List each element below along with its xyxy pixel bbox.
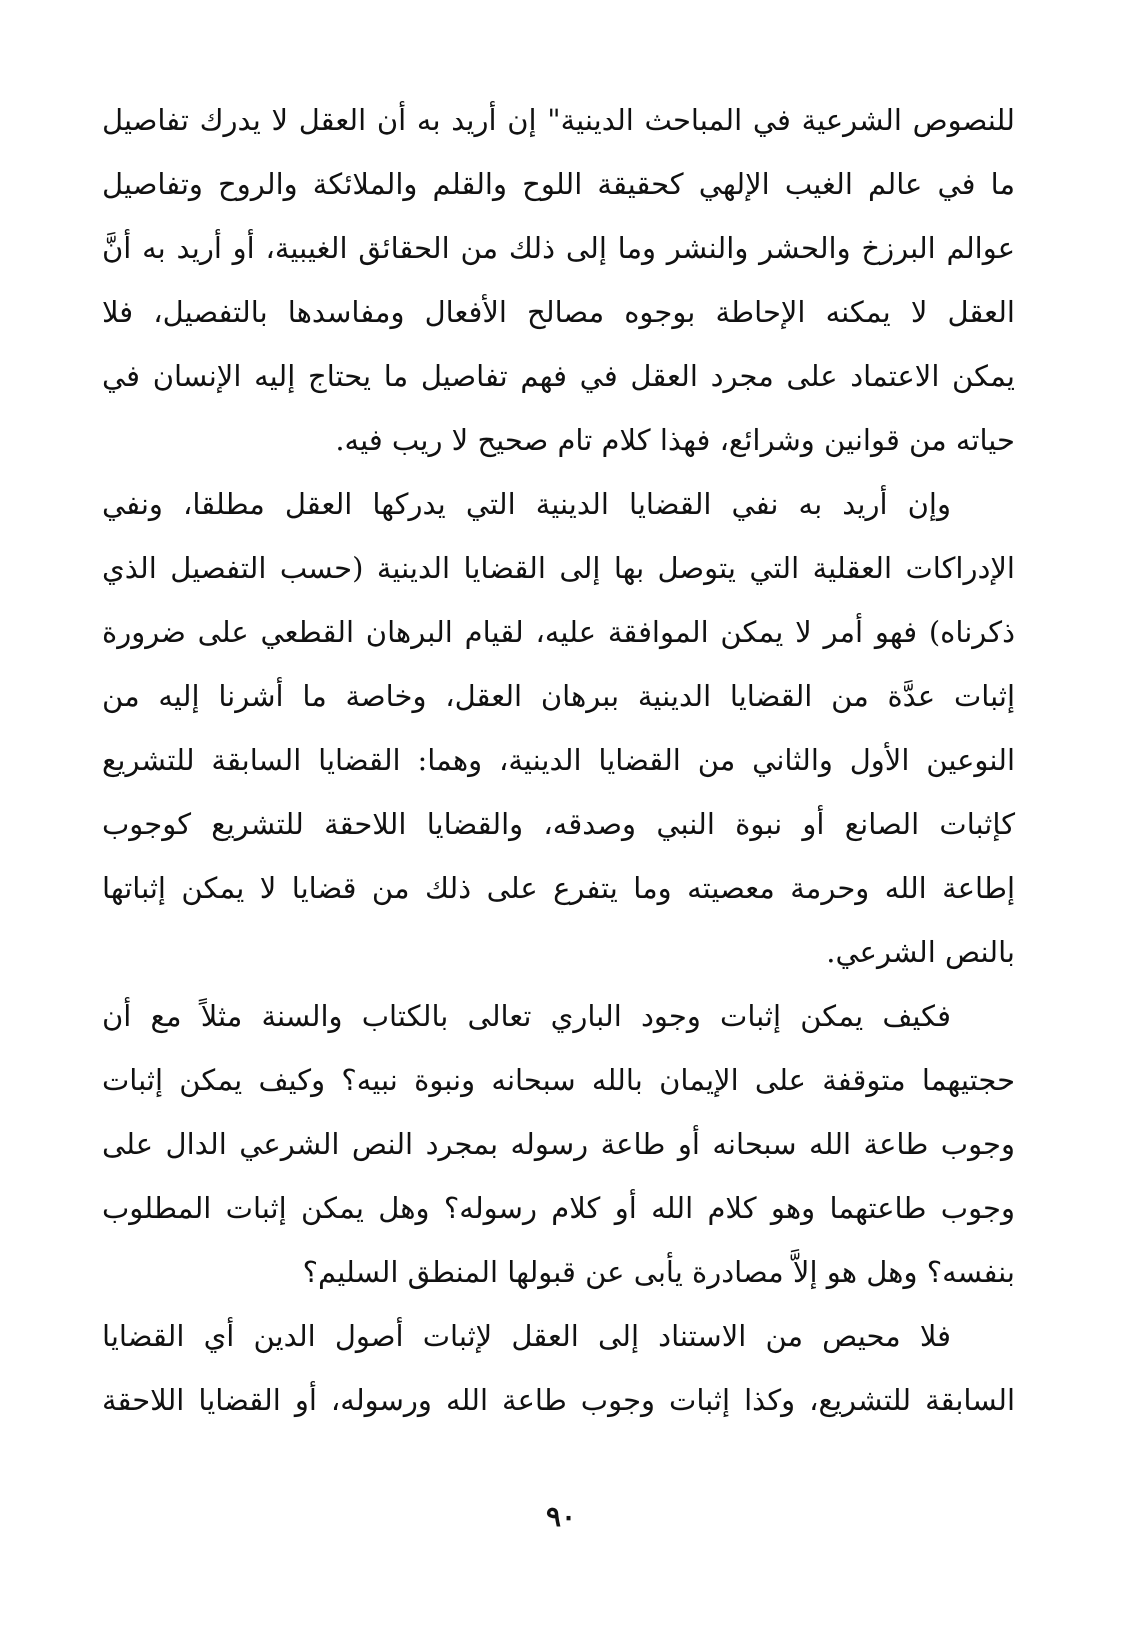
paragraph-1-line-3: عوالم البرزخ والحشر والنشر وما إلى ذلك من الحقائق الغيبية، أو أريد به أنَّ — [102, 231, 1015, 265]
paragraph-3-line-2: حجتيهما متوقفة على الإيمان بالله سبحانه ونبوة نبيه؟ وكيف يمكن إثبات — [102, 1063, 1015, 1097]
paragraph-3-line-4: وجوب طاعتهما وهو كلام الله أو كلام رسوله؟ وهل يمكن إثبات المطلوب — [102, 1191, 1015, 1225]
paragraph-4-line-2: السابقة للتشريع، وكذا إثبات وجوب طاعة الله ورسوله، أو القضايا اللاحقة — [102, 1383, 1015, 1417]
paragraph-2-line-4: إثبات عدَّة من القضايا الدينية ببرهان العقل، وخاصة ما أشرنا إليه من — [102, 679, 1015, 713]
paragraph-3-line-3: وجوب طاعة الله سبحانه أو طاعة رسوله بمجرد النص الشرعي الدال على — [102, 1127, 1015, 1161]
paragraph-3-line-5: بنفسه؟ وهل هو إلاَّ مصادرة يأبى عن قبولها المنطق السليم؟ — [302, 1255, 1015, 1289]
paragraph-2-line-5: النوعين الأول والثاني من القضايا الدينية، وهما: القضايا السابقة للتشريع — [102, 743, 1015, 777]
paragraph-2-line-3: ذكرناه) فهو أمر لا يمكن الموافقة عليه، لقيام البرهان القطعي على ضرورة — [102, 615, 1015, 649]
paragraph-2-line-2: الإدراكات العقلية التي يتوصل بها إلى القضايا الدينية (حسب التفصيل الذي — [102, 551, 1015, 585]
paragraph-2-line-6: كإثبات الصانع أو نبوة النبي وصدقه، والقضايا اللاحقة للتشريع كوجوب — [102, 807, 1015, 841]
paragraph-2-line-8: بالنص الشرعي. — [826, 935, 1015, 969]
paragraph-1-line-1: للنصوص الشرعية في المباحث الدينية" إن أريد به أن العقل لا يدرك تفاصيل — [102, 103, 1015, 137]
paragraph-1-line-5: يمكن الاعتماد على مجرد العقل في فهم تفاصيل ما يحتاج إليه الإنسان في — [102, 359, 1015, 393]
paragraph-1-line-4: العقل لا يمكنه الإحاطة بوجوه مصالح الأفعال ومفاسدها بالتفصيل، فلا — [102, 295, 1015, 329]
paragraph-4-line-1: فلا محيص من الاستناد إلى العقل لإثبات أصول الدين أي القضايا — [102, 1319, 951, 1353]
paragraph-1-line-2: ما في عالم الغيب الإلهي كحقيقة اللوح والقلم والملائكة والروح وتفاصيل — [102, 167, 1015, 201]
paragraph-3-line-1: فكيف يمكن إثبات وجود الباري تعالى بالكتاب والسنة مثلاً مع أن — [102, 999, 951, 1033]
page-number: ٩٠ — [545, 1500, 577, 1533]
body-text — [102, 88, 1015, 1432]
paragraph-2-line-1: وإن أريد به نفي القضايا الدينية التي يدركها العقل مطلقا، ونفي — [102, 487, 951, 521]
paragraph-1-line-6: حياته من قوانين وشرائع، فهذا كلام تام صحيح لا ريب فيه. — [335, 423, 1015, 457]
paragraph-2-line-7: إطاعة الله وحرمة معصيته وما يتفرع على ذلك من قضايا لا يمكن إثباتها — [102, 871, 1015, 905]
